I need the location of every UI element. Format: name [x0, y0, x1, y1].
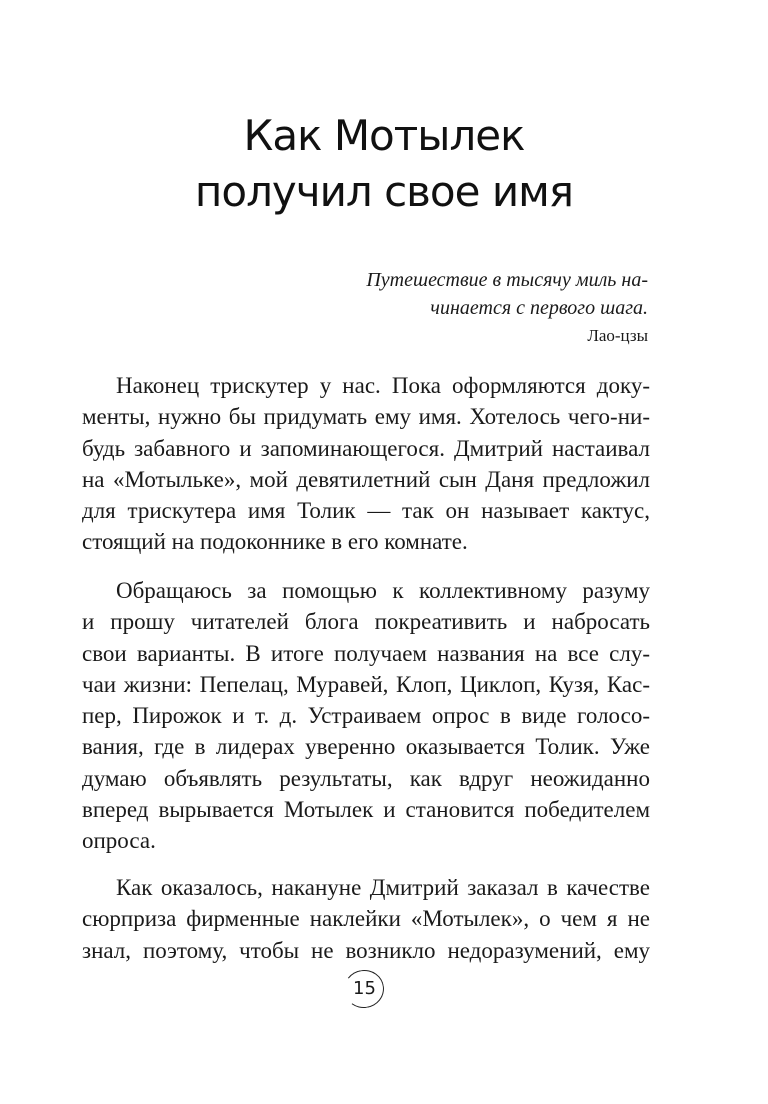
paragraph-line: будь забавного и запоминающегося. Дмитрий настаивал — [82, 435, 650, 461]
page-number-badge — [342, 967, 387, 1010]
paragraph-line: сюрприза фирменные наклейки «Мотылек», о чем я не — [82, 906, 650, 932]
paragraph-line: и прошу читателей блога покреативить и набросать — [82, 609, 650, 635]
paragraph-line: думаю объявлять результаты, как вдруг неожиданно — [82, 765, 650, 791]
paragraph-line: на «Мотыльке», мой девятилетний сын Даня предложил — [82, 466, 650, 492]
paragraph-line: опроса. — [82, 828, 156, 854]
paragraph-line: вперед вырывается Мотылек и становится победителем — [82, 797, 650, 823]
paragraph-line: Как оказалось, накануне Дмитрий заказал в качестве — [116, 875, 650, 900]
paragraph-line: для трискутера имя Толик — так он называет кактус, — [82, 498, 650, 524]
page-number: 15 — [352, 978, 376, 999]
paragraph-line: знал, поэтому, чтобы не возникло недоразумений, ему — [82, 937, 650, 963]
paragraph-1 — [82, 370, 650, 558]
paragraph-2 — [82, 575, 650, 857]
paragraph-line: Обращаюсь за помощью к коллективному разуму — [116, 578, 650, 603]
paragraph-3 — [82, 872, 650, 966]
paragraph-line: менты, нужно бы придумать ему имя. Хотелось чего-ни- — [82, 404, 650, 430]
paragraph-line: свои варианты. В итоге получаем названия на все слу- — [82, 640, 650, 666]
paragraph-line: пер, Пирожок и т. д. Устраиваем опрос в виде голосо- — [82, 703, 650, 729]
paragraph-line: Наконец трискутер у нас. Пока оформляются доку- — [116, 373, 650, 398]
epigraph-line-2: чинается с первого шага. — [430, 297, 648, 319]
chapter-title — [0, 108, 768, 220]
epigraph-quote — [318, 266, 648, 322]
paragraph-line: стоящий на подоконнике в его комнате. — [82, 529, 468, 555]
paragraph-line: вания, где в лидерах уверенно оказывается Толик. Уже — [82, 734, 650, 760]
epigraph-line-1: Путешествие в тысячу миль на- — [366, 269, 648, 291]
paragraph-line: чаи жизни: Пепелац, Муравей, Клоп, Циклоп, Кузя, Кас- — [82, 671, 650, 697]
chapter-title-line-2: получил свое имя — [194, 167, 574, 216]
chapter-title-line-1: Как Мотылек — [243, 111, 525, 160]
epigraph-author: Лао-цзы — [587, 326, 648, 345]
